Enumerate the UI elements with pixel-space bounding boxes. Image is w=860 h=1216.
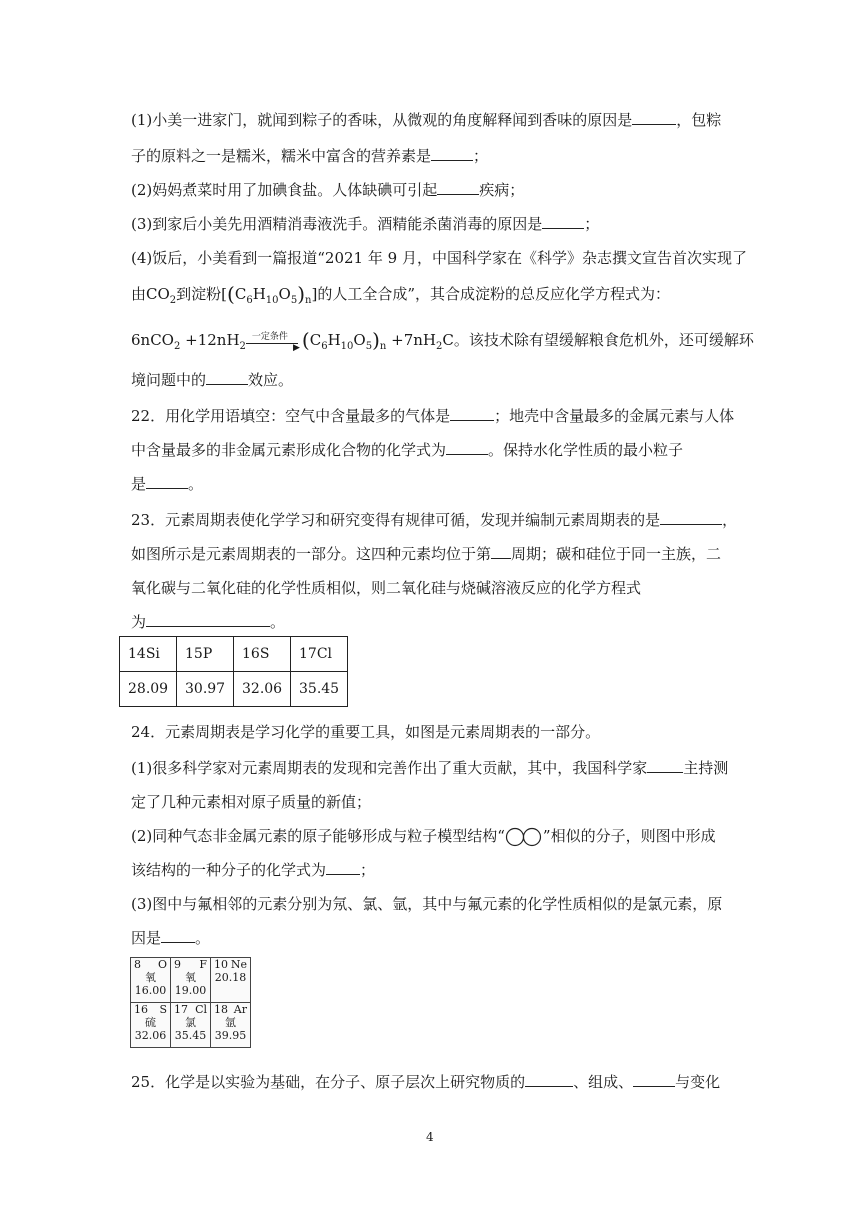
answer-blank[interactable] bbox=[542, 214, 584, 229]
q24-line4 bbox=[131, 826, 716, 847]
q22-line1 bbox=[131, 406, 734, 426]
q21-part4-line4 bbox=[131, 370, 293, 390]
text: ；地壳中含量最多的金属元素与人体 bbox=[494, 407, 735, 425]
answer-blank[interactable] bbox=[446, 440, 488, 455]
element-cell: 15P bbox=[177, 637, 234, 672]
q22-line3 bbox=[131, 474, 203, 494]
answer-blank[interactable] bbox=[326, 860, 360, 875]
element: O bbox=[278, 285, 291, 303]
q22-line2 bbox=[131, 440, 683, 460]
q24-line3 bbox=[131, 792, 371, 812]
q23-line1 bbox=[131, 510, 737, 530]
element-cell-ar bbox=[211, 1003, 251, 1048]
text: 境问题中的 bbox=[131, 371, 207, 389]
text: (2)同种气态非金属元素的原子能够形成与粒子模型结构“ bbox=[131, 827, 505, 845]
text: 子的原料之一是糯米，糯米中富含的营养素是 bbox=[131, 147, 432, 165]
mass-row bbox=[120, 672, 348, 707]
periodic-table-excerpt-1 bbox=[119, 636, 348, 707]
element-cell-o bbox=[131, 958, 171, 1003]
text: 周期；碳和硅位于同一主族，二 bbox=[511, 545, 722, 563]
text: (4)饭后，小美看到一篇报道“2021 年 9 月，中国科学家在《科学》杂志撰文宣告首次实现了 bbox=[131, 249, 747, 267]
q24-line5 bbox=[131, 860, 375, 880]
element: H bbox=[252, 285, 266, 303]
subscript: 5 bbox=[365, 341, 373, 352]
text: 中含量最多的非金属元素形成化合物的化学式为 bbox=[131, 441, 447, 459]
text: 、组成、 bbox=[573, 1073, 634, 1091]
text: 定了几种元素相对原子质量的新值； bbox=[131, 793, 372, 811]
answer-blank[interactable] bbox=[146, 612, 270, 627]
q23-line4 bbox=[131, 612, 285, 632]
subscript: 5 bbox=[290, 295, 298, 306]
answer-blank[interactable] bbox=[206, 370, 248, 385]
element-symbol: F bbox=[199, 958, 207, 971]
text: 到淀粉[ bbox=[176, 285, 228, 303]
atomic-mass: 20.18 bbox=[214, 971, 247, 984]
text: 效应。 bbox=[248, 371, 294, 389]
paren-open: ( bbox=[301, 328, 310, 352]
answer-blank[interactable] bbox=[437, 180, 479, 195]
periodic-table-excerpt-2 bbox=[130, 957, 251, 1048]
answer-blank[interactable] bbox=[647, 758, 683, 773]
text: 。 bbox=[270, 613, 286, 631]
paren-open: ( bbox=[227, 282, 235, 306]
atomic-mass: 32.06 bbox=[134, 1029, 167, 1042]
symbol-row bbox=[120, 637, 348, 672]
element-cell: 17Cl bbox=[291, 637, 348, 672]
subscript: 6 bbox=[246, 295, 253, 306]
text: 24．元素周期表是学习化学的重要工具，如图是元素周期表的一部分。 bbox=[131, 723, 601, 741]
element-name: 氯 bbox=[185, 1016, 196, 1029]
subscript: 6 bbox=[321, 341, 328, 352]
text: +12nH bbox=[180, 331, 240, 349]
text: +7nH bbox=[386, 331, 436, 349]
subscript: 2 bbox=[435, 341, 443, 352]
text: ； bbox=[473, 147, 489, 165]
text: (1)小美一进家门，就闻到粽子的香味，从微观的角度解释闻到香味的原因是 bbox=[131, 111, 633, 129]
subscript: 2 bbox=[169, 295, 177, 306]
text: 该结构的一种分子的化学式为 bbox=[131, 861, 327, 879]
text: ； bbox=[584, 215, 600, 233]
q23-line2 bbox=[131, 544, 721, 564]
text: 23．元素周期表使化学学习和研究变得有规律可循，发现并编制元素周期表的是 bbox=[131, 511, 661, 529]
element-symbol: Ar bbox=[233, 1003, 247, 1016]
q23-line3 bbox=[131, 578, 641, 598]
answer-blank[interactable] bbox=[633, 1072, 675, 1087]
answer-blank[interactable] bbox=[491, 544, 511, 559]
page-number: 4 bbox=[426, 1130, 434, 1144]
q24-line2 bbox=[131, 758, 728, 778]
period-3-row bbox=[131, 1003, 251, 1048]
text: (2)妈妈煮菜时用了加碘食盐。人体缺碘可引起 bbox=[131, 181, 438, 199]
text: (3)到家后小美先用酒精消毒液洗手。酒精能杀菌消毒的原因是 bbox=[131, 215, 543, 233]
formula-co2: 由CO bbox=[131, 285, 170, 303]
text: ； bbox=[360, 861, 376, 879]
answer-blank[interactable] bbox=[660, 510, 722, 525]
q24-line7 bbox=[131, 928, 210, 948]
atomic-number: 17 bbox=[174, 1003, 188, 1016]
cell-top bbox=[171, 1003, 210, 1016]
text: 如图所示是元素周期表的一部分。这四种元素均位于第 bbox=[131, 545, 492, 563]
text: 为 bbox=[131, 613, 147, 631]
text: 。 bbox=[195, 929, 211, 947]
atomic-mass: 35.45 bbox=[174, 1029, 207, 1042]
subscript: 10 bbox=[265, 295, 279, 306]
atomic-number: 9 bbox=[174, 958, 181, 971]
element-name: 氧 bbox=[145, 971, 156, 984]
element: C bbox=[234, 285, 247, 303]
element-cell-ne bbox=[211, 958, 251, 1003]
answer-blank[interactable] bbox=[525, 1072, 573, 1087]
q24-line1 bbox=[131, 722, 600, 742]
text: 是 bbox=[131, 475, 147, 493]
cell-top bbox=[211, 1003, 250, 1016]
text: 因是 bbox=[131, 929, 162, 947]
q25-line1 bbox=[131, 1072, 720, 1092]
answer-blank[interactable] bbox=[431, 146, 473, 161]
text: (1)很多科学家对元素周期表的发现和完善作出了重大贡献，其中，我国科学家 bbox=[131, 759, 648, 777]
q21-part3-line bbox=[131, 214, 599, 234]
answer-blank[interactable] bbox=[450, 406, 494, 421]
q21-part1-line1 bbox=[131, 110, 721, 130]
element-cell: 16S bbox=[234, 637, 291, 672]
reaction-arrow bbox=[246, 331, 302, 351]
element-name: 氧 bbox=[185, 971, 196, 984]
text: ，包粽 bbox=[676, 111, 722, 129]
arrow-line bbox=[246, 343, 298, 344]
q21-part2-line bbox=[131, 180, 524, 200]
element: O bbox=[353, 331, 366, 349]
text: 22．用化学用语填空：空气中含量最多的气体是 bbox=[131, 407, 451, 425]
q24-line6 bbox=[131, 894, 722, 914]
atomic-mass: 19.00 bbox=[174, 984, 207, 997]
text: ”相似的分子，则图中形成 bbox=[542, 827, 716, 845]
element-name: 氩 bbox=[225, 1016, 236, 1029]
element-cell: 14Si bbox=[120, 637, 177, 672]
subscript: n bbox=[379, 341, 387, 352]
arrow-head-icon: ▶ bbox=[292, 343, 300, 353]
q21-part4-line2 bbox=[131, 284, 670, 311]
text: 25．化学是以实验为基础，在分子、原子层次上研究物质的 bbox=[131, 1073, 526, 1091]
subscript: 2 bbox=[239, 341, 246, 352]
mass-cell: 30.97 bbox=[177, 672, 234, 707]
text: C。该技术除有望缓解粮食危机外，还可缓解环 bbox=[442, 331, 754, 349]
element-symbol: O bbox=[157, 958, 167, 971]
q21-equation-line bbox=[131, 330, 754, 357]
element-symbol: S bbox=[159, 1003, 167, 1016]
atomic-mass: 39.95 bbox=[214, 1029, 247, 1042]
paren-close: ) bbox=[297, 282, 306, 306]
molecule-model-icon bbox=[505, 827, 543, 847]
q21-part1-line2 bbox=[131, 146, 488, 166]
element: C bbox=[309, 331, 322, 349]
cell-top bbox=[131, 1003, 170, 1016]
mass-cell: 28.09 bbox=[120, 672, 177, 707]
text: 。 bbox=[188, 475, 204, 493]
atomic-number: 10 bbox=[214, 958, 228, 971]
cell-top bbox=[171, 958, 210, 971]
reaction-condition: 一定条件 bbox=[251, 332, 288, 342]
element-cell-s bbox=[131, 1003, 171, 1048]
atomic-number: 8 bbox=[134, 958, 141, 971]
answer-blank[interactable] bbox=[161, 928, 195, 943]
atomic-number: 18 bbox=[214, 1003, 228, 1016]
q21-part4-line1 bbox=[131, 248, 747, 268]
answer-blank[interactable] bbox=[146, 474, 188, 489]
element: H bbox=[327, 331, 341, 349]
atomic-mass: 16.00 bbox=[134, 984, 167, 997]
text: 氧化碳与二氧化硅的化学性质相似，则二氧化硅与烧碱溶液反应的化学方程式 bbox=[131, 579, 642, 597]
text: ， bbox=[722, 511, 738, 529]
paren-close: ) bbox=[372, 328, 380, 352]
mass-cell: 32.06 bbox=[234, 672, 291, 707]
text: ]的人工全合成”，其合成淀粉的总反应化学方程式为： bbox=[311, 285, 670, 303]
subscript: 10 bbox=[340, 341, 354, 352]
text: 。保持水化学性质的最小粒子 bbox=[488, 441, 684, 459]
text: 6nCO bbox=[131, 331, 174, 349]
subscript: n bbox=[305, 295, 312, 306]
element-cell-f bbox=[171, 958, 211, 1003]
cell-top bbox=[131, 958, 170, 971]
element-name: 硫 bbox=[145, 1016, 156, 1029]
mass-cell: 35.45 bbox=[291, 672, 348, 707]
element-symbol: Ne bbox=[230, 958, 247, 971]
text: 与变化 bbox=[675, 1073, 721, 1091]
cell-top bbox=[211, 958, 250, 971]
text: 主持测 bbox=[683, 759, 729, 777]
text: 疾病； bbox=[479, 181, 525, 199]
text: (3)图中与氟相邻的元素分别为氖、氯、氩，其中与氟元素的化学性质相似的是氯元素，原 bbox=[131, 895, 723, 913]
period-2-row bbox=[131, 958, 251, 1003]
atomic-number: 16 bbox=[134, 1003, 148, 1016]
subscript: 2 bbox=[173, 341, 181, 352]
element-cell-cl bbox=[171, 1003, 211, 1048]
answer-blank[interactable] bbox=[632, 110, 676, 125]
element-symbol: Cl bbox=[195, 1003, 207, 1016]
